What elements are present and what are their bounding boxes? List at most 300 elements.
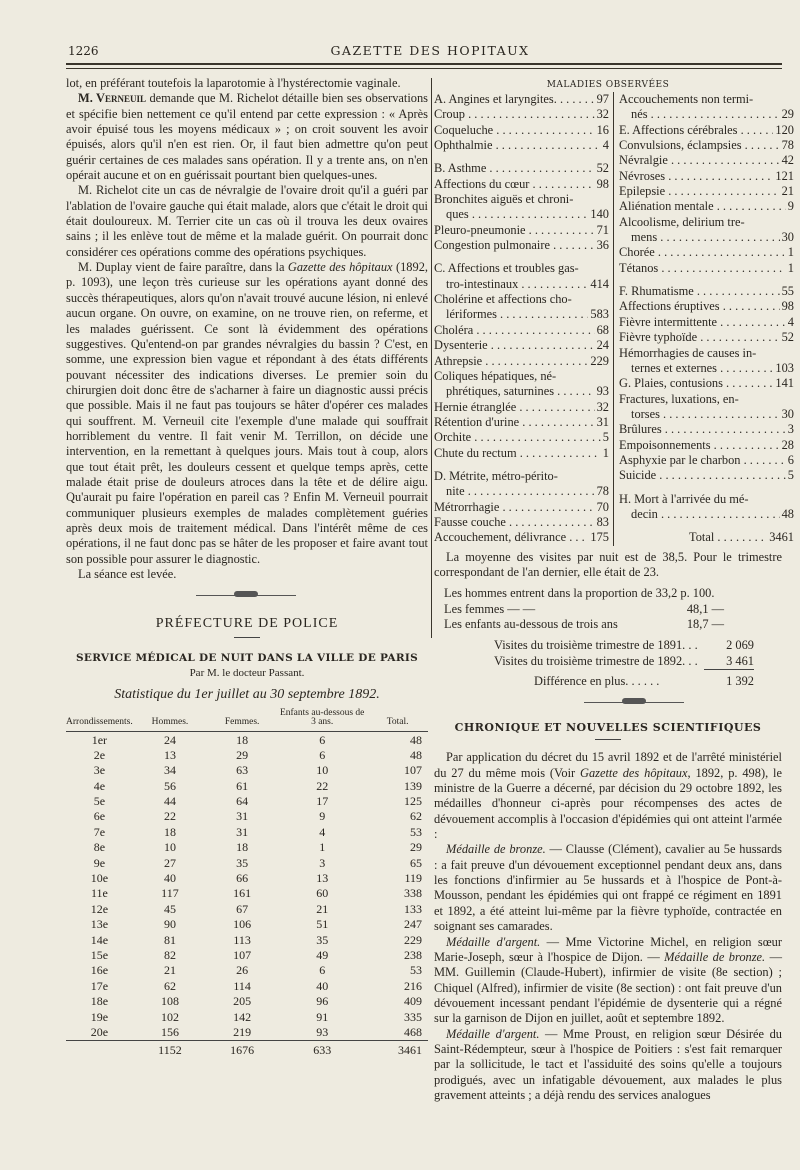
disease-count: 70	[596, 499, 609, 514]
disease-entry	[619, 468, 794, 483]
disease-label: ternes et externes . . .	[619, 361, 773, 376]
disease-entry	[619, 199, 794, 214]
column-header: Total.	[367, 707, 428, 732]
disease-label: Ophthalmie . . .	[434, 138, 601, 153]
table-cell: 90	[163, 917, 176, 932]
disease-entry	[619, 346, 794, 361]
paragraph: La séance est levée.	[78, 567, 177, 581]
table-row	[66, 963, 428, 978]
disease-label: Aliénation mentale . . .	[619, 199, 786, 214]
disease-count: 175	[590, 530, 609, 545]
disease-label: Alcoolisme, delirium tre-	[619, 214, 745, 229]
disease-count: 30	[781, 406, 794, 421]
group-gap	[619, 484, 794, 492]
paragraph-text: — Mme Victorine Michel, en religion sœur Marie-Joseph, sœur à l'hospice de Dijon. —	[434, 934, 782, 964]
table-cell: 6	[319, 747, 326, 762]
table-cell: 102	[160, 1009, 179, 1024]
maladies-list	[434, 92, 794, 546]
disease-entry	[434, 469, 609, 484]
table-cell: 238	[404, 948, 422, 962]
disease-label: Convulsions, éclampsies . . .	[619, 138, 780, 153]
table-cell: 409	[404, 994, 422, 1009]
visits-row	[494, 638, 782, 653]
disease-count: 4	[787, 314, 794, 329]
table-cell: 91	[316, 1009, 329, 1024]
subsection-title: SERVICE MÉDICAL DE NUIT DANS LA VILLE DE PARIS	[76, 652, 418, 665]
arrondissement-cell: 11e	[90, 886, 108, 901]
disease-label: Chorée . . .	[619, 245, 786, 260]
disease-entry	[434, 446, 609, 461]
table-cell: 82	[163, 948, 176, 962]
statistics-title: Statistique du 1er juillet au 30 septembre 1892.	[114, 687, 380, 703]
disease-entry	[434, 207, 609, 222]
column-header: Hommes.	[133, 707, 207, 732]
disease-count: 103	[775, 360, 794, 375]
disease-entry	[619, 299, 794, 314]
disease-label: Dysenterie . . .	[434, 338, 595, 353]
disease-label: Fièvre intermittente . . .	[619, 315, 786, 330]
table-cell: 3	[319, 855, 326, 870]
table-cell: 107	[404, 763, 422, 778]
disease-count: 48	[781, 506, 794, 521]
statistics-table	[66, 707, 428, 1058]
right-column	[434, 80, 794, 1103]
disease-count: 83	[596, 514, 609, 529]
journal-title: GAZETTE DES HOPITAUX	[330, 43, 530, 58]
table-cell: 22	[163, 809, 176, 824]
table-row	[66, 779, 428, 794]
table-cell: 18	[163, 824, 176, 839]
medal-label: Médaille de bronze.	[664, 949, 766, 964]
proportion-value: 18,7 —	[686, 617, 724, 631]
arrondissement-cell: 14e	[90, 932, 109, 947]
table-cell: 26	[236, 963, 249, 978]
disease-entry	[434, 500, 609, 515]
disease-entry	[434, 177, 609, 192]
table-row	[66, 932, 428, 947]
title-rule	[234, 637, 260, 638]
table-cell: 107	[233, 948, 252, 962]
disease-count: 3461	[769, 530, 794, 545]
speaker-name: M. Verneuil	[78, 91, 146, 106]
disease-label: Névroses . . .	[619, 169, 773, 184]
table-cell: 125	[404, 794, 422, 809]
disease-count: 52	[781, 330, 794, 345]
table-cell: 66	[236, 871, 249, 886]
table-cell: 35	[316, 932, 329, 947]
disease-label: Croup . . .	[434, 107, 595, 122]
disease-label: mens . . .	[619, 230, 780, 245]
disease-count: 29	[781, 107, 794, 122]
disease-entry	[434, 238, 609, 253]
visits-label: Visites du troisième trimestre de 1891. . .	[494, 638, 698, 653]
table-row	[66, 886, 428, 901]
disease-entry	[619, 284, 794, 299]
disease-label: Affections éruptives . . .	[619, 299, 780, 314]
table-cell: 119	[404, 871, 422, 886]
disease-count: 42	[781, 153, 794, 168]
disease-entry	[434, 161, 609, 176]
maladies-column-left	[434, 92, 614, 546]
disease-count: 3	[787, 422, 794, 437]
arrondissement-cell: 7e	[93, 824, 106, 839]
disease-entry	[619, 261, 794, 276]
table-cell: 156	[133, 1025, 207, 1041]
group-gap	[434, 253, 609, 261]
disease-label: Affections du cœur . . .	[434, 177, 595, 192]
visits-value: 1 392	[726, 674, 754, 689]
table-cell: 113	[233, 932, 251, 947]
table-row	[66, 902, 428, 917]
disease-label: Accouchement, délivrance . . .	[434, 530, 588, 545]
disease-count: 68	[596, 322, 609, 337]
paragraph-text: , 1892, p. 498), le ministre de la Guerre a décerné, par décision du 29 octobre 1892, les médailles d'honneur ci-après pour récompenses des actes de dévouement accomplis à l'occasion d'épidémies qui ont atteint l'armée :	[434, 765, 782, 842]
disease-label: Tétanos . . .	[619, 261, 786, 276]
disease-count: 583	[590, 307, 609, 322]
disease-label: G. Plaies, contusions . . .	[619, 376, 773, 391]
table-cell: 6	[319, 963, 326, 978]
disease-entry	[619, 507, 794, 522]
disease-entry	[434, 430, 609, 445]
section-title: PRÉFECTURE DE POLICE	[155, 616, 339, 632]
total-cell: 1152	[158, 1043, 182, 1058]
table-cell: 229	[404, 932, 422, 947]
disease-entry	[619, 438, 794, 453]
arrondissement-cell: 1er	[91, 732, 108, 747]
table-cell: 133	[404, 901, 422, 916]
disease-label: Brûlures . . .	[619, 422, 786, 437]
disease-label: Orchite . . .	[434, 430, 601, 445]
table-cell: 6	[319, 732, 326, 747]
visits-label: Visites du troisième trimestre de 1892. . .	[494, 653, 698, 668]
disease-entry	[434, 338, 609, 353]
table-cell: 62	[163, 978, 176, 993]
disease-count: 141	[775, 376, 794, 391]
disease-label: torses . . .	[619, 407, 780, 422]
disease-label: Coqueluche . . .	[434, 123, 595, 138]
paragraph: La moyenne des visites par nuit est de 38,5. Pour le trimestre correspondant de l'an dernier, elle était de 23.	[434, 549, 782, 579]
column-divider	[431, 78, 432, 638]
table-cell: 93	[277, 1025, 367, 1041]
disease-count: 71	[596, 222, 609, 237]
disease-entry	[619, 392, 794, 407]
disease-entry	[619, 169, 794, 184]
table-cell: 65	[410, 855, 422, 870]
table-cell: 13	[163, 747, 176, 762]
arrondissement-cell: 2e	[93, 747, 106, 762]
group-gap	[619, 522, 794, 530]
table-cell: 22	[316, 778, 329, 793]
disease-label: Névralgie . . .	[619, 153, 780, 168]
table-row	[66, 840, 428, 855]
table-cell: 31	[236, 824, 249, 839]
arrondissement-cell: 10e	[90, 871, 109, 886]
medal-label: Médaille d'argent.	[446, 1026, 540, 1041]
table-cell: 44	[163, 794, 176, 809]
proportion-list	[434, 586, 782, 632]
table-cell: 56	[163, 778, 176, 793]
disease-entry	[434, 307, 609, 322]
proportion-row	[444, 602, 782, 617]
header-rule-thin	[66, 68, 782, 69]
table-row	[66, 871, 428, 886]
disease-entry	[434, 530, 609, 545]
disease-count: 1	[602, 445, 609, 460]
disease-entry	[434, 515, 609, 530]
disease-count: 98	[781, 299, 794, 314]
arrondissement-cell: 5e	[93, 794, 106, 809]
table-cell: 35	[236, 855, 249, 870]
disease-count: 16	[596, 122, 609, 137]
group-gap	[434, 461, 609, 469]
disease-label: decin . . .	[619, 507, 780, 522]
table-cell: 49	[316, 948, 329, 962]
arrondissement-cell: 3e	[93, 763, 106, 778]
table-cell: 40	[163, 871, 176, 886]
disease-count: 229	[590, 353, 609, 368]
table-row	[66, 748, 428, 763]
disease-entry	[619, 422, 794, 437]
table-cell: 60	[316, 886, 329, 901]
disease-count: 55	[781, 284, 794, 299]
disease-count: 97	[596, 92, 609, 106]
arrondissement-cell: 6e	[93, 809, 106, 824]
paragraph-text: demande que M. Richelot détaille bien ses observations et spécifie bien nettement ce qu'il entend par cette expression : « Après avoir épuisé tous les moyens médicaux » ; on croit souvent les avoir épuisés, alors qu'il n'en est rien. Or, il faut bien admettre qu'on peut guérir certaines de ces malades sans opération. Il y a trente ans, on n'en opérait aucune et on en guérissait pourtant bien quelques-unes.	[66, 91, 429, 183]
disease-label: Congestion pulmonaire . . .	[434, 238, 595, 253]
page-number: 1226	[68, 44, 99, 58]
disease-count: 4	[602, 138, 609, 153]
table-cell: 18	[236, 732, 249, 747]
arrondissement-cell: 13e	[90, 917, 109, 932]
table-cell: 18	[236, 840, 249, 855]
disease-count: 32	[596, 399, 609, 414]
paragraph	[434, 750, 782, 842]
table-cell: 139	[404, 778, 422, 793]
total-cell: 1676	[230, 1043, 255, 1058]
table-cell: 40	[316, 978, 329, 993]
table-cell: 21	[163, 963, 176, 978]
medal-label: Médaille de bronze.	[446, 842, 546, 857]
table-cell: 81	[163, 932, 176, 947]
table-cell: 34	[163, 763, 176, 778]
disease-label: B. Asthme . . .	[434, 161, 595, 176]
disease-label: A. Angines et laryngites. . . .	[434, 92, 595, 107]
visits-value: 3 461	[704, 654, 754, 670]
arrondissement-cell: 8e	[93, 840, 106, 855]
table-cell: 45	[163, 901, 176, 916]
table-cell: 17	[316, 794, 329, 809]
disease-label: F. Rhumatisme . . .	[619, 284, 780, 299]
disease-label: Choléra . . .	[434, 323, 595, 338]
disease-label: D. Métrite, métro-périto-	[434, 468, 558, 483]
table-cell: 114	[233, 978, 251, 993]
disease-count: 24	[596, 338, 609, 353]
paragraph	[434, 935, 782, 1027]
disease-label: Asphyxie par le charbon . . .	[619, 453, 786, 468]
disease-count: 98	[596, 176, 609, 191]
disease-label: Empoisonnements . . .	[619, 438, 780, 453]
author-line: Par M. le docteur Passant.	[189, 667, 305, 680]
table-cell: 106	[233, 917, 252, 932]
disease-entry	[434, 415, 609, 430]
disease-count: 36	[596, 238, 609, 253]
disease-label: Fièvre typhoïde . . .	[619, 330, 780, 345]
paragraph	[434, 1027, 782, 1104]
disease-label: Total . . .	[619, 530, 767, 545]
disease-count: 6	[787, 452, 794, 467]
disease-label: nite . . .	[434, 484, 595, 499]
disease-label: tro-intestinaux . . .	[434, 277, 588, 292]
paragraph: M. Richelot cite un cas de névralgie de l'ovaire droit qu'il a guéri par l'ablation de l'ovaire gauche qui était malade, alors que c'était le droit qui était douloureux. M. Terrier cite un cas où il trouva les deux ovaires sains ; il les enlève tout de même et la malade guérit. On pourrait donc considérer ces opérations comme des opérations psychiques.	[66, 183, 428, 259]
disease-count: 78	[781, 138, 794, 153]
disease-entry	[434, 277, 609, 292]
disease-label: H. Mort à l'arrivée du mé-	[619, 491, 749, 506]
disease-label: Accouchements non termi-	[619, 92, 754, 106]
table-cell: 96	[316, 994, 329, 1009]
disease-label: Epilepsie . . .	[619, 184, 780, 199]
table-row	[66, 1025, 428, 1041]
disease-count: 414	[590, 276, 609, 291]
table-cell: 64	[236, 794, 249, 809]
disease-entry	[434, 123, 609, 138]
table-cell: 61	[236, 778, 249, 793]
table-cell: 63	[236, 763, 249, 778]
disease-entry	[434, 369, 609, 384]
visits-row	[494, 674, 782, 689]
disease-entry	[434, 323, 609, 338]
table-cell: 29	[236, 747, 249, 762]
empty-cell	[66, 1041, 133, 1059]
table-cell: 21	[316, 901, 329, 916]
disease-entry	[619, 361, 794, 376]
disease-label: Cholérine et affections cho-	[434, 292, 572, 307]
header-rule-thick	[66, 63, 782, 65]
disease-entry	[434, 192, 609, 207]
table-row	[66, 732, 428, 748]
paragraph	[66, 260, 428, 567]
proportion-value: 48,1 —	[686, 601, 724, 616]
disease-entry	[619, 123, 794, 138]
disease-count: 21	[781, 184, 794, 199]
proportion-label: Les femmes — —	[444, 601, 536, 616]
disease-label: Hernie étranglée . . .	[434, 400, 595, 415]
disease-count: 30	[781, 230, 794, 245]
section-separator	[66, 588, 428, 602]
disease-entry	[619, 315, 794, 330]
arrondissement-cell: 12e	[90, 901, 109, 916]
table-cell: 24	[163, 732, 176, 747]
paragraph-text: — MM. Guillemin (Claude-Hubert), infirmier de visite (8e section) ; Chiquel (Alfred), infirmier de visite (8e section) : ont fait preuve d'un dévouement incessant pendant l'épidémie de dysenterie qui a régné sur la garnison de Dijon en juillet, août et septembre 1892.	[434, 949, 783, 1026]
disease-label: Suicide . . .	[619, 468, 786, 483]
table-cell: 31	[236, 809, 249, 824]
table-cell: 48	[410, 747, 422, 762]
table-cell: 142	[233, 1009, 252, 1024]
disease-label: C. Affections et troubles gas-	[434, 261, 579, 276]
table-cell: 10	[316, 763, 329, 778]
disease-label: Pleuro-pneumonie . . .	[434, 223, 595, 238]
table-row	[66, 855, 428, 870]
table-cell: 62	[410, 809, 422, 824]
disease-entry	[619, 453, 794, 468]
disease-count: 120	[775, 122, 794, 137]
disease-label: phrétiques, saturnines . . .	[434, 384, 595, 399]
arrondissement-cell: 4e	[93, 778, 106, 793]
title-rule	[595, 739, 621, 740]
table-cell: 335	[404, 1009, 422, 1024]
table-header-row	[66, 707, 428, 732]
disease-entry	[619, 184, 794, 199]
disease-entry	[619, 230, 794, 245]
disease-entry	[619, 215, 794, 230]
arrondissement-cell: 17e	[90, 978, 109, 993]
total-cell: 3461	[398, 1043, 422, 1058]
maladies-title: MALADIES OBSERVÉES	[546, 80, 670, 90]
column-header: Arrondissements.	[66, 707, 133, 732]
table-cell: 219	[207, 1025, 277, 1041]
table-row	[66, 948, 428, 963]
arrondissement-cell: 20e	[66, 1025, 133, 1041]
table-row	[66, 809, 428, 824]
proportion-label: Les hommes entrent dans la proportion de 33,2 p. 100.	[444, 586, 715, 601]
visits-label: Différence en plus. . . . . .	[534, 674, 660, 689]
table-row	[66, 794, 428, 809]
disease-label: Rétention d'urine . . .	[434, 415, 595, 430]
column-header: Enfants au-dessous de 3 ans.	[277, 707, 367, 732]
disease-label: Hémorrhagies de causes in-	[619, 345, 757, 360]
table-cell: 67	[236, 901, 249, 916]
paragraph-text: M. Duplay vient de faire paraître, dans la	[78, 260, 288, 275]
disease-count: 28	[781, 437, 794, 452]
disease-entry	[434, 138, 609, 153]
disease-entry	[434, 292, 609, 307]
journal-reference: Gazette des hôpitaux	[580, 765, 688, 780]
arrondissement-cell: 18e	[90, 994, 109, 1009]
paragraph	[434, 842, 782, 934]
paragraph-text: — Clausse (Clément), cavalier au 5e hussards : a fait preuve d'un dévouement exceptionnel pendant deux ans, dans les fonctions d'infirmier au 5e hussards et à l'hospice de Pont-à-Mousson, pendant les épidémies qui ont frappé ce régiment en 1891 et 1892, a été atteint lui-même par la fièvre typhoïde, contractée en soignant ses camarades.	[434, 842, 782, 934]
disease-entry	[619, 92, 794, 107]
table-row	[66, 825, 428, 840]
table-row	[66, 917, 428, 932]
disease-entry	[619, 107, 794, 122]
table-row	[66, 763, 428, 778]
paragraph-text: — Mme Proust, en religion sœur Désirée du Saint-Rédempteur, sœur à l'hospice de Poitiers : s'est fait remarquer par la sollicitude, le tact et l'assiduité des soins qu'elle a toujours prodigués, avec un infatigable dévouement, aux malades le plus gravement atteints ; a déjà rendu des services analogues	[434, 1026, 782, 1102]
table-cell: 13	[316, 871, 329, 886]
disease-entry	[619, 330, 794, 345]
totals-row	[66, 1041, 428, 1059]
visits-value: 2 069	[726, 638, 754, 653]
disease-entry	[434, 400, 609, 415]
disease-entry	[619, 492, 794, 507]
table-cell: 10	[163, 840, 176, 855]
section-title: CHRONIQUE ET NOUVELLES SCIENTIFIQUES	[454, 721, 762, 735]
medal-label: Médaille d'argent.	[446, 934, 541, 949]
table-cell: 216	[404, 978, 422, 993]
table-cell: 205	[233, 994, 252, 1009]
maladies-column-right	[614, 92, 794, 546]
disease-label: Fausse couche . . .	[434, 515, 595, 530]
arrondissement-cell: 19e	[90, 1009, 109, 1024]
proportion-row	[444, 617, 782, 632]
disease-label: ques . . .	[434, 207, 588, 222]
table-cell: 51	[316, 917, 329, 932]
disease-count: 140	[590, 207, 609, 222]
table-cell: 27	[163, 855, 176, 870]
disease-entry	[619, 138, 794, 153]
table-cell: 468	[367, 1025, 428, 1041]
column-header: Femmes.	[207, 707, 277, 732]
group-gap	[434, 153, 609, 161]
disease-count: 9	[787, 199, 794, 214]
